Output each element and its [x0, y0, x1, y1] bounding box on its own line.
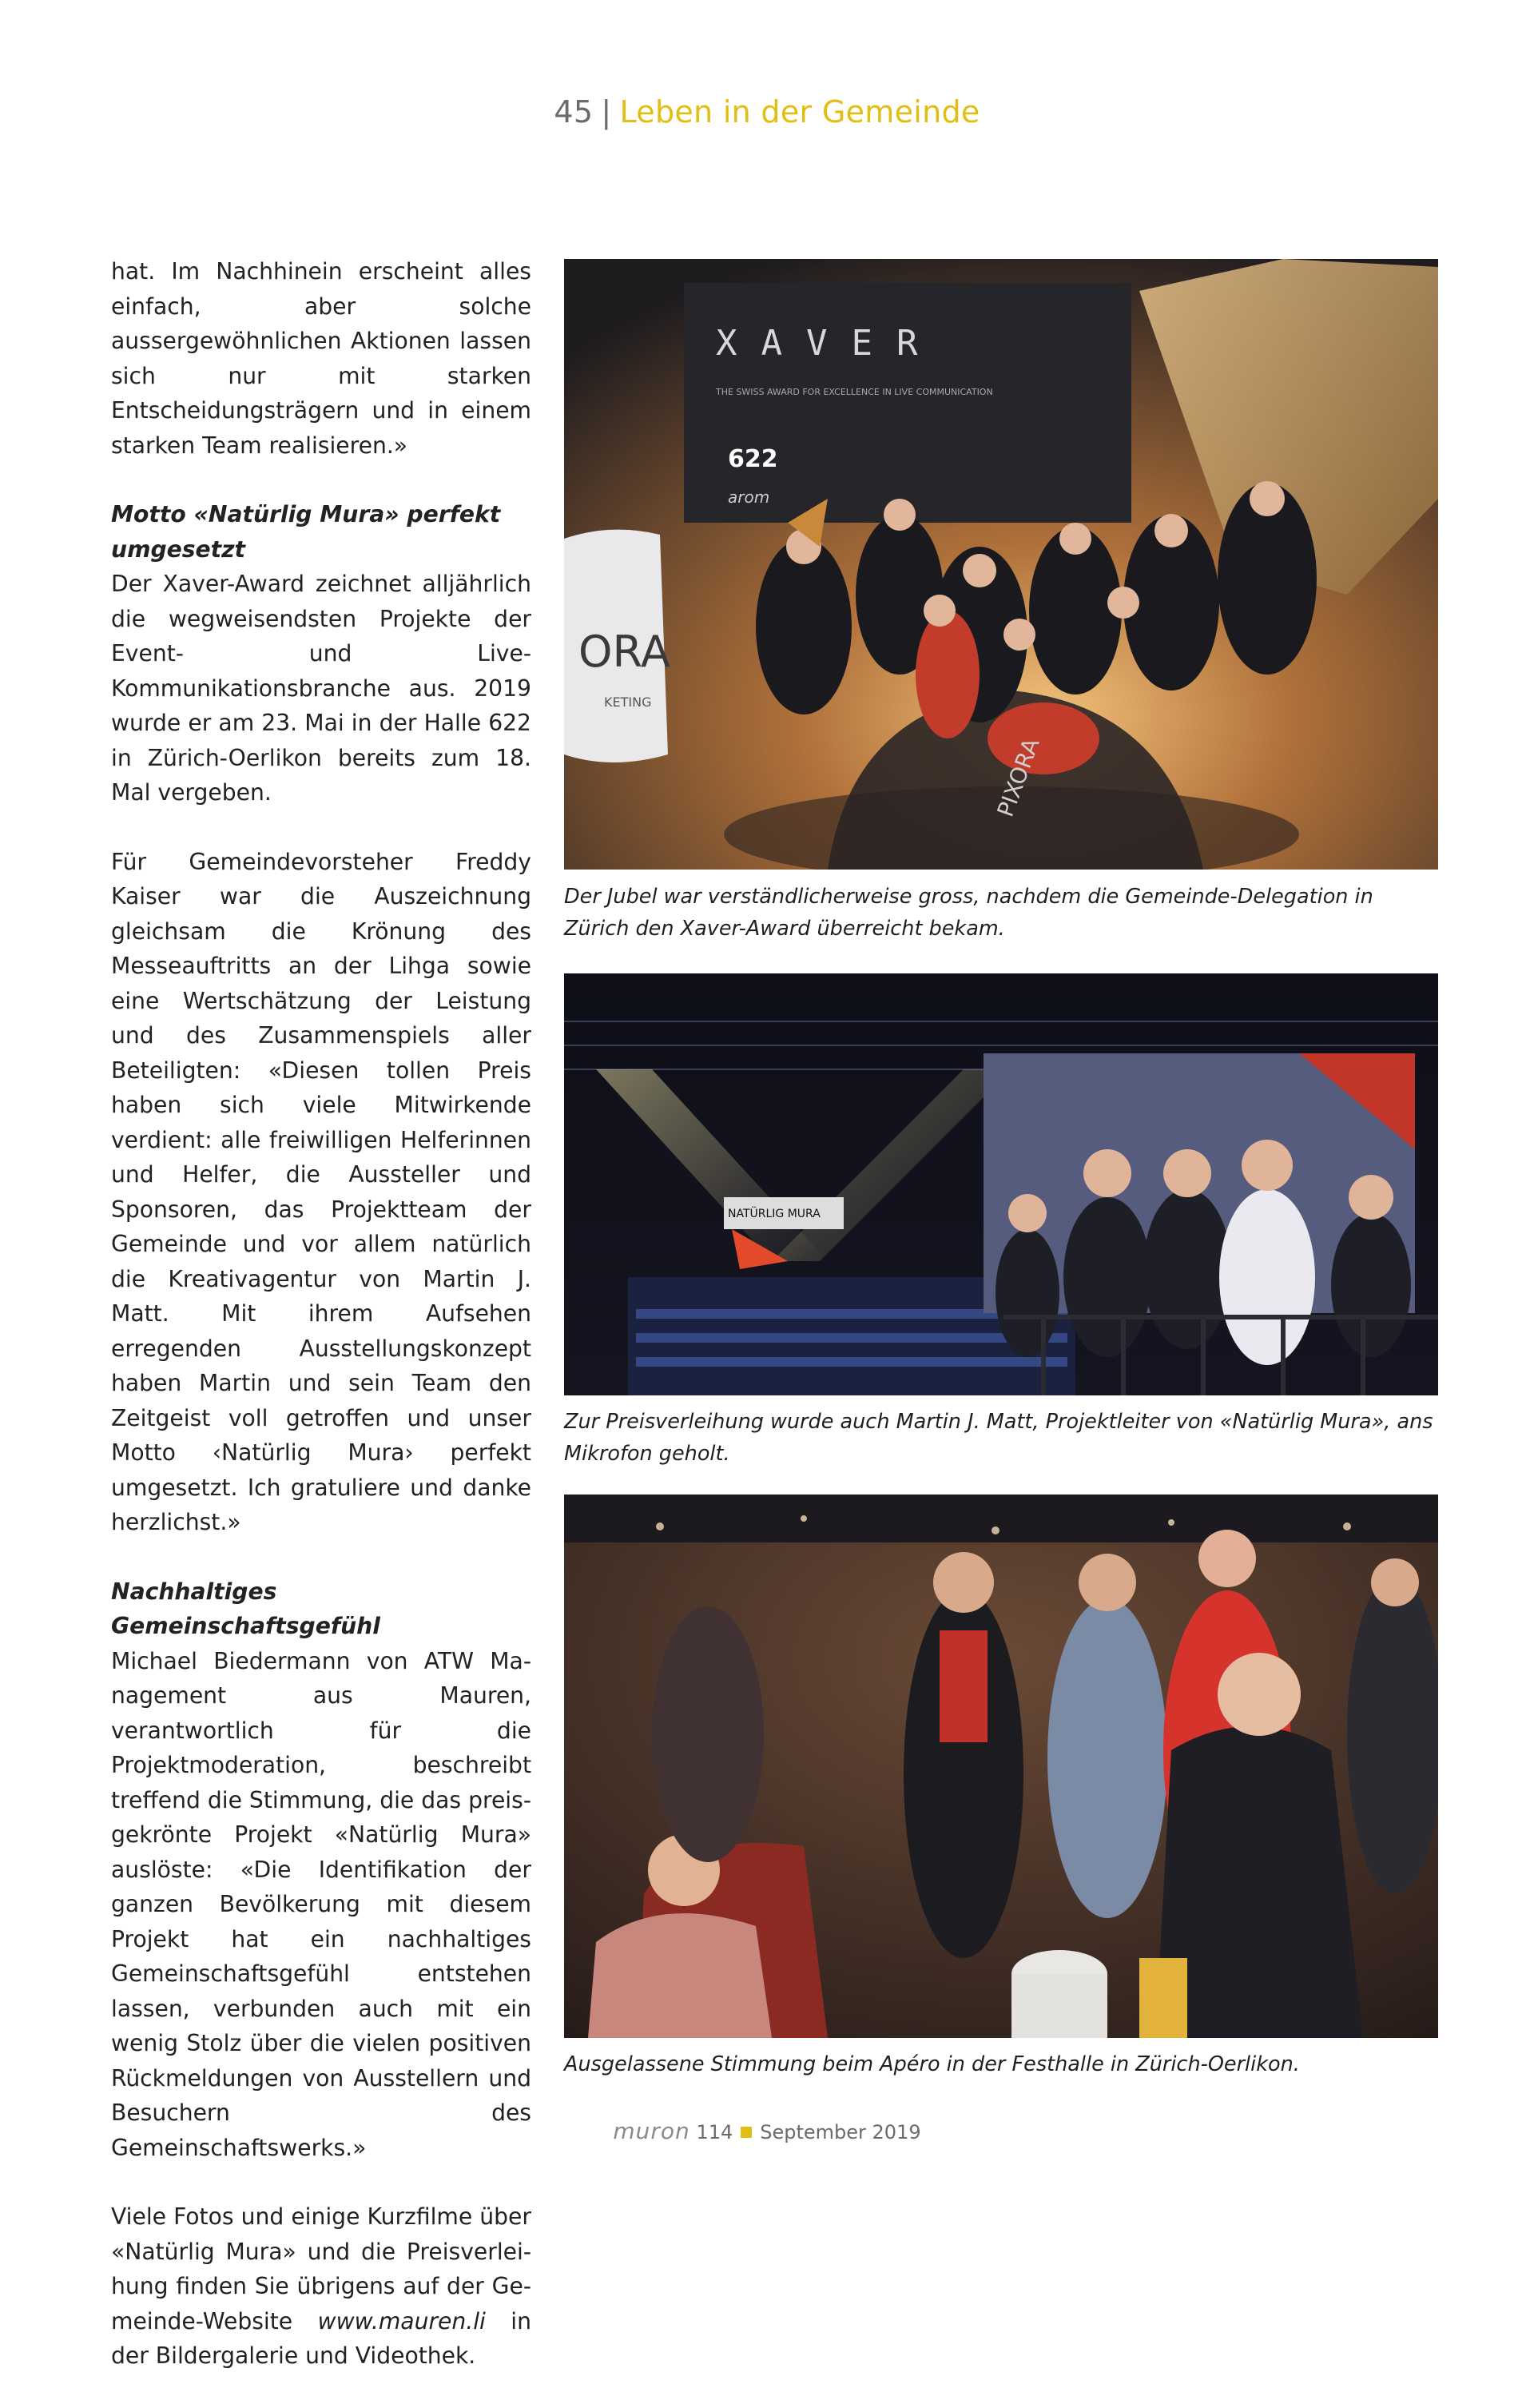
photo-apero-image — [564, 1495, 1438, 2038]
article-paragraph-final — [111, 2199, 531, 2374]
photo-stage-screen — [564, 973, 1438, 1395]
article-paragraph: Der Xaver-Award zeichnet alljährlich die wegweisendsten Projekte der Event- und Live-Kommunikationsbranche aus. 2019 wurde er am 23. Mai in der Halle 622 in Zürich-Oerlikon bereits zum 18. Mal vergeben. — [111, 571, 531, 806]
page-footer — [0, 2118, 1534, 2144]
subheading-motto: Motto «Natürlig Mura» perfekt umgesetzt — [111, 501, 501, 563]
photo2-screen-text: NATÜRLIG MURA — [728, 1208, 821, 1220]
article-body — [111, 254, 531, 2408]
caption-photo1: Der Jubel war verständlicherweise gross, nachdem die Gemeinde-Delegation in Zürich den Xaver-Award überreicht bekam. — [564, 885, 1373, 941]
header-separator: | — [601, 94, 612, 129]
article-paragraph: hat. Im Nachhinein erscheint alles einfach, aber solche aussergewöhnlichen Aktionen lassen sich nur mit starken Entscheidungsträgern und in einem starken Team realisieren.» — [111, 258, 531, 459]
final-text-b: in der Bildergalerie und Videothek. — [111, 2307, 531, 2369]
photo1-sponsor: 622 — [728, 445, 778, 473]
photo1-wall-text: XAVER — [716, 323, 942, 364]
footer-square-icon — [741, 2127, 752, 2138]
website-link[interactable]: www.mauren.li — [317, 2307, 486, 2334]
final-text-a: Viele Fotos und einige Kurzfilme über «Natürlig Mura» und die Preisverleihung finden Sie übrigens auf der Gemeinde-Website — [111, 2203, 531, 2334]
caption-photo2: Zur Preisverleihung wurde auch Martin J. Matt, Projektleiter von «Natürlig Mura», ans Mikrofon geholt. — [564, 1410, 1433, 1466]
caption-photo3: Ausgelassene Stimmung beim Apéro in der Festhalle in Zürich-Oerlikon. — [564, 2052, 1300, 2076]
photo1-wall-subtitle: THE SWISS AWARD FOR EXCELLENCE IN LIVE COMMUNICATION — [716, 387, 993, 397]
section-title: Leben in der Gemeinde — [619, 94, 980, 129]
footer-brand: muron — [613, 2118, 690, 2144]
photo1-pixora: PIXORA — [992, 734, 1045, 821]
photo-award-celebration-image — [564, 259, 1438, 870]
footer-issue: 114 — [696, 2121, 733, 2143]
article-paragraph: Michael Biedermann von ATW Management aus Mauren, verantwortlich für die Projektmoderation, beschreibt treffend die Stimmung, die das preisgekrönte Projekt «Natürlig Mura» auslöste: «Die Identifikation der ganzen Bevölkerung mit diesem Projekt hat ein nachhaltiges Gemeinschaftsgefühl entstehen lassen, verbunden auch mit ein wenig Stolz über die vielen positiven Rückmeldungen von Ausstellern und Besuchern des Gemeinschaftswerks.» — [111, 1647, 531, 2161]
page-number: 45 — [554, 94, 594, 129]
photo1-sponsor2: arom — [728, 488, 770, 507]
article-paragraph: Für Gemeindevorsteher Freddy Kaiser war die Auszeichnung gleichsam die Krönung des Messeauftritts an der Lihga sowie eine Wertschätzung der Leistung und des Zusammenspiels aller Beteiligten: «Diesen tollen Preis haben sich viele Mitwirkende verdient: alle freiwilligen Helferinnen und Helfer, die Aussteller und Sponsoren, das Projektteam der Gemeinde und vor allem natürlich die Kreativagentur von Martin J. Matt. Mit ihrem Aufsehen erregenden Ausstellungskonzept haben Martin und sein Team den Zeitgeist voll getroffen und unser Motto ‹Natürlig Mura› perfekt umgesetzt. Ich gratuliere und danke herzlichst.» — [111, 848, 531, 1535]
photo-award-celebration — [564, 259, 1438, 870]
photo1-banner-sub: KETING — [604, 695, 652, 710]
photo1-banner-text: ORA — [578, 627, 670, 677]
photo-stage-screen-image — [564, 973, 1438, 1395]
subheading-gemeinschaft: Nachhaltiges Gemeinschaftsgefühl — [111, 1578, 380, 1639]
photo-apero — [564, 1495, 1438, 2038]
page-header — [0, 94, 1534, 129]
footer-date: September 2019 — [760, 2121, 921, 2143]
